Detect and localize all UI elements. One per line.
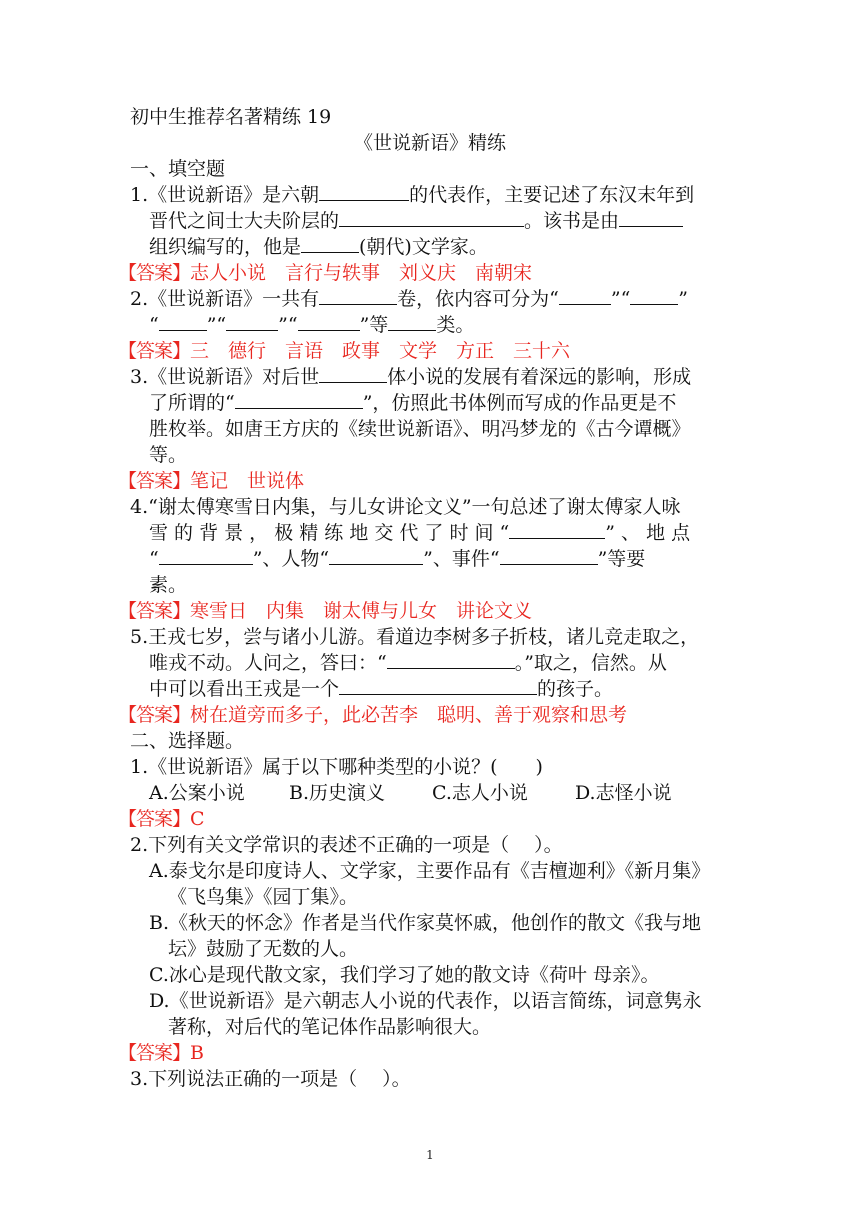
- q3-line-4: 等。: [149, 444, 188, 466]
- q5-line-1: 5.王戎七岁，尝与诸小儿游。看道边李树多子折枝，诸儿竞走取之，: [130, 626, 700, 648]
- q1-line-3: 组织编写的，他是 (朝代)文学家。: [149, 236, 488, 258]
- blank: [630, 286, 678, 305]
- blank: [301, 234, 359, 253]
- c2-option-a-line-1: A.泰戈尔是印度诗人、文学家，主要作品有《吉檀迦利》《新月集》: [149, 860, 711, 882]
- q3-answer: 【答案】笔记 世说体: [118, 470, 305, 492]
- q2-line-2: “ ”“ ”“ ”等 类。: [149, 314, 475, 336]
- q1-line-2: 晋代之间士大夫阶层的 。该书是由: [130, 208, 730, 234]
- c3-stem: 3.下列说法正确的一项是（ ）。: [130, 1068, 411, 1090]
- c2-stem: 2.下列有关文学常识的表述不正确的一项是（ ）。: [130, 834, 563, 856]
- q5-answer: 【答案】树在道旁而多子，此必苦李 聪明、善于观察和思考: [118, 704, 628, 726]
- blank: [559, 286, 611, 305]
- q1-answer: 【答案】志人小说 言行与轶事 刘义庆 南朝宋: [118, 262, 533, 284]
- page-number: 1: [426, 1148, 434, 1162]
- q2-answer: 【答案】三 德行 言语 政事 文学 方正 三十六: [118, 340, 571, 362]
- blank: [319, 286, 397, 305]
- blank: [387, 650, 515, 669]
- page-title: 《世说新语》精练: [353, 132, 506, 154]
- c2-option-b-line-1: B.《秋天的怀念》作者是当代作家莫怀戚，他创作的散文《我与地: [149, 912, 702, 934]
- blank: [339, 676, 537, 695]
- q4-line-1: 4.“谢太傅寒雪日内集，与儿女讲论文义”一句总述了谢太傅家人咏: [130, 496, 681, 518]
- option-c: C.志人小说: [432, 782, 528, 804]
- q3-line-3: 胜枚举。如唐王方庆的《续世说新语》、明冯梦龙的《古今谭概》: [149, 418, 691, 440]
- c2-option-d-line-2: 著称，对后代的笔记体作品影响很大。: [168, 1016, 492, 1038]
- blank: [329, 546, 423, 565]
- q4-line-3: “ ”、人物“ ”、事件“ ”等要: [149, 548, 646, 570]
- q4-answer: 【答案】寒雪日 内集 谢太傅与儿女 讲论文义: [118, 600, 533, 622]
- q5-line-2: 唯戎不动。人问之，答曰：“ 。”取之，信然。从: [149, 652, 667, 674]
- option-a: A.公案小说: [149, 782, 245, 804]
- header-line: 初中生推荐名著精练 19: [130, 106, 332, 128]
- c2-option-d-line-1: D.《世说新语》是六朝志人小说的代表作，以语言简练，词意隽永: [149, 990, 702, 1012]
- section-heading-multiple-choice: 二、选择题。: [130, 730, 245, 752]
- q2-line-1: 2.《世说新语》一共有 卷，依内容可分为“ ”“ ”: [130, 288, 689, 310]
- blank: [339, 208, 524, 227]
- blank: [500, 546, 598, 565]
- c1-stem: 1.《世说新语》属于以下哪种类型的小说？( ): [130, 756, 543, 778]
- blank: [226, 312, 278, 331]
- blank: [388, 312, 436, 331]
- c2-option-a-line-2: 《飞鸟集》《园丁集》。: [168, 886, 359, 908]
- document-body: [118, 104, 730, 1092]
- blank: [619, 208, 683, 227]
- blank: [235, 390, 363, 409]
- blank: [159, 546, 253, 565]
- q3-line-1: 3.《世说新语》对后世 体小说的发展有着深远的影响，形成: [130, 366, 692, 388]
- option-d: D.志怪小说: [575, 782, 672, 804]
- q3-line-2: 了所谓的“ ”，仿照此书体例而写成的作品更是不: [149, 392, 677, 414]
- c2-option-c: C.冰心是现代散文家，我们学习了她的散文诗《荷叶 母亲》。: [149, 964, 660, 986]
- q4-line-4: 素。: [149, 574, 188, 596]
- blank: [319, 182, 409, 201]
- section-heading-fill-blank: 一、填空题: [130, 158, 226, 180]
- blank: [319, 364, 387, 383]
- q5-line-3: 中可以看出王戎是一个 的孩子。: [149, 678, 614, 700]
- c2-option-b-line-2: 坛》鼓励了无数的人。: [168, 938, 359, 960]
- q1-line-1: 1.《世说新语》是六朝 的代表作，主要记述了东汉末年到: [130, 184, 695, 206]
- blank: [159, 312, 207, 331]
- option-b: B.历史演义: [289, 782, 386, 804]
- c2-answer: 【答案】B: [118, 1042, 204, 1064]
- c1-answer: 【答案】C: [118, 808, 205, 830]
- blank: [298, 312, 360, 331]
- c1-options: [130, 780, 730, 806]
- q4-line-2: 雪 的 背 景 ， 极 精 练 地 交 代 了 时 间 “ ” 、 地 点: [149, 522, 691, 544]
- blank: [509, 520, 605, 539]
